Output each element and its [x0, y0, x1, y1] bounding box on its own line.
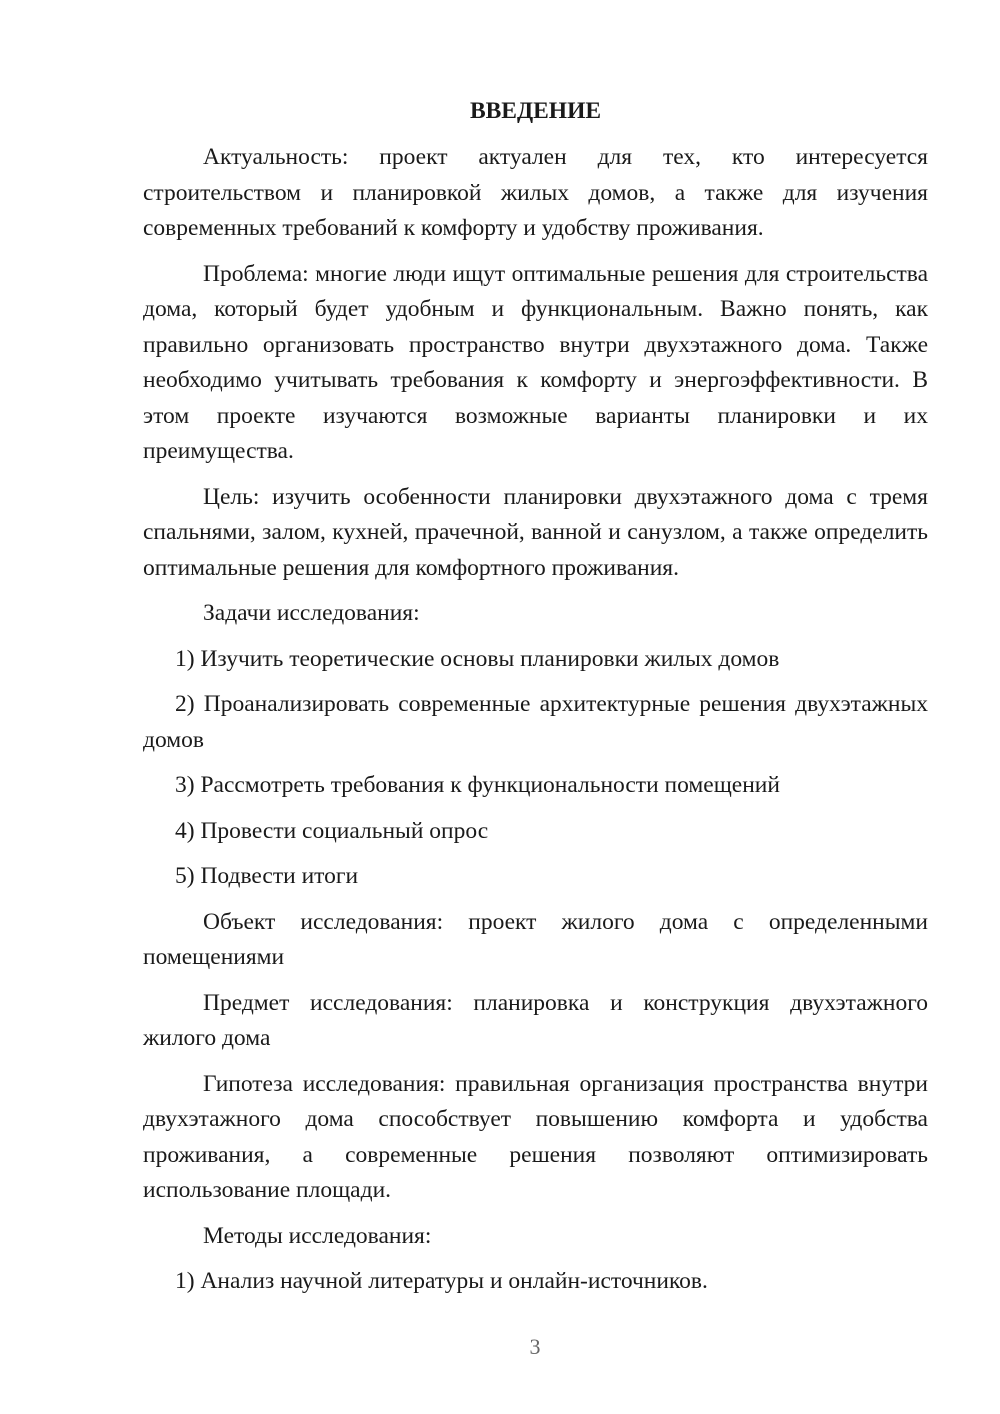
methods-title: Методы исследования:	[203, 1222, 432, 1249]
goal-paragraph: Цель: изучить особенности планировки двухэтажного дома с тремя спальнями, залом, кухней, прачечной, ванной и санузлом, а также определить оптимальные решения для комфортного проживания.	[143, 483, 928, 581]
section-heading: ВВЕДЕНИЕ	[469, 98, 602, 124]
hypothesis-paragraph: Гипотеза исследования: правильная организация пространства внутри двухэтажного дома способствует повышению комфорта и удобства проживания, а современные решения позволяют оптимизировать использование площади.	[143, 1070, 928, 1203]
tasks-title: Задачи исследования:	[203, 600, 420, 626]
task-item: 5) Подвести итоги	[175, 863, 359, 889]
task-item: 1) Изучить теоретические основы планировки жилых домов	[175, 645, 780, 672]
task-item: 3) Рассмотреть требования к функциональности помещений	[175, 772, 780, 798]
page-content	[143, 95, 928, 1310]
relevance-paragraph: Актуальность: проект актуален для тех, кто интересуется строительством и планировкой жилых домов, а также для изучения современных требований к комфорту и удобству проживания.	[143, 144, 928, 241]
method-item: 1) Анализ научной литературы и онлайн-источников.	[175, 1268, 708, 1294]
task-item: 2) Проанализировать современные архитектурные решения двухэтажных домов	[143, 691, 928, 753]
object-paragraph: Объект исследования: проект жилого дома с определенными помещениями	[143, 908, 928, 970]
task-item: 4) Провести социальный опрос	[175, 817, 489, 844]
problem-paragraph: Проблема: многие люди ищут оптимальные решения для строительства дома, который будет удобным и функциональным. Важно понять, как правильно организовать пространство внутри двухэтажного дома. Также необходимо учитывать требования к комфорту и энергоэффективности. В этом проекте изучаются возможные варианты планировки и их преимущества.	[143, 260, 928, 464]
subject-paragraph: Предмет исследования: планировка и конструкция двухэтажного жилого дома	[143, 989, 928, 1051]
page-number: 3	[529, 1334, 541, 1359]
